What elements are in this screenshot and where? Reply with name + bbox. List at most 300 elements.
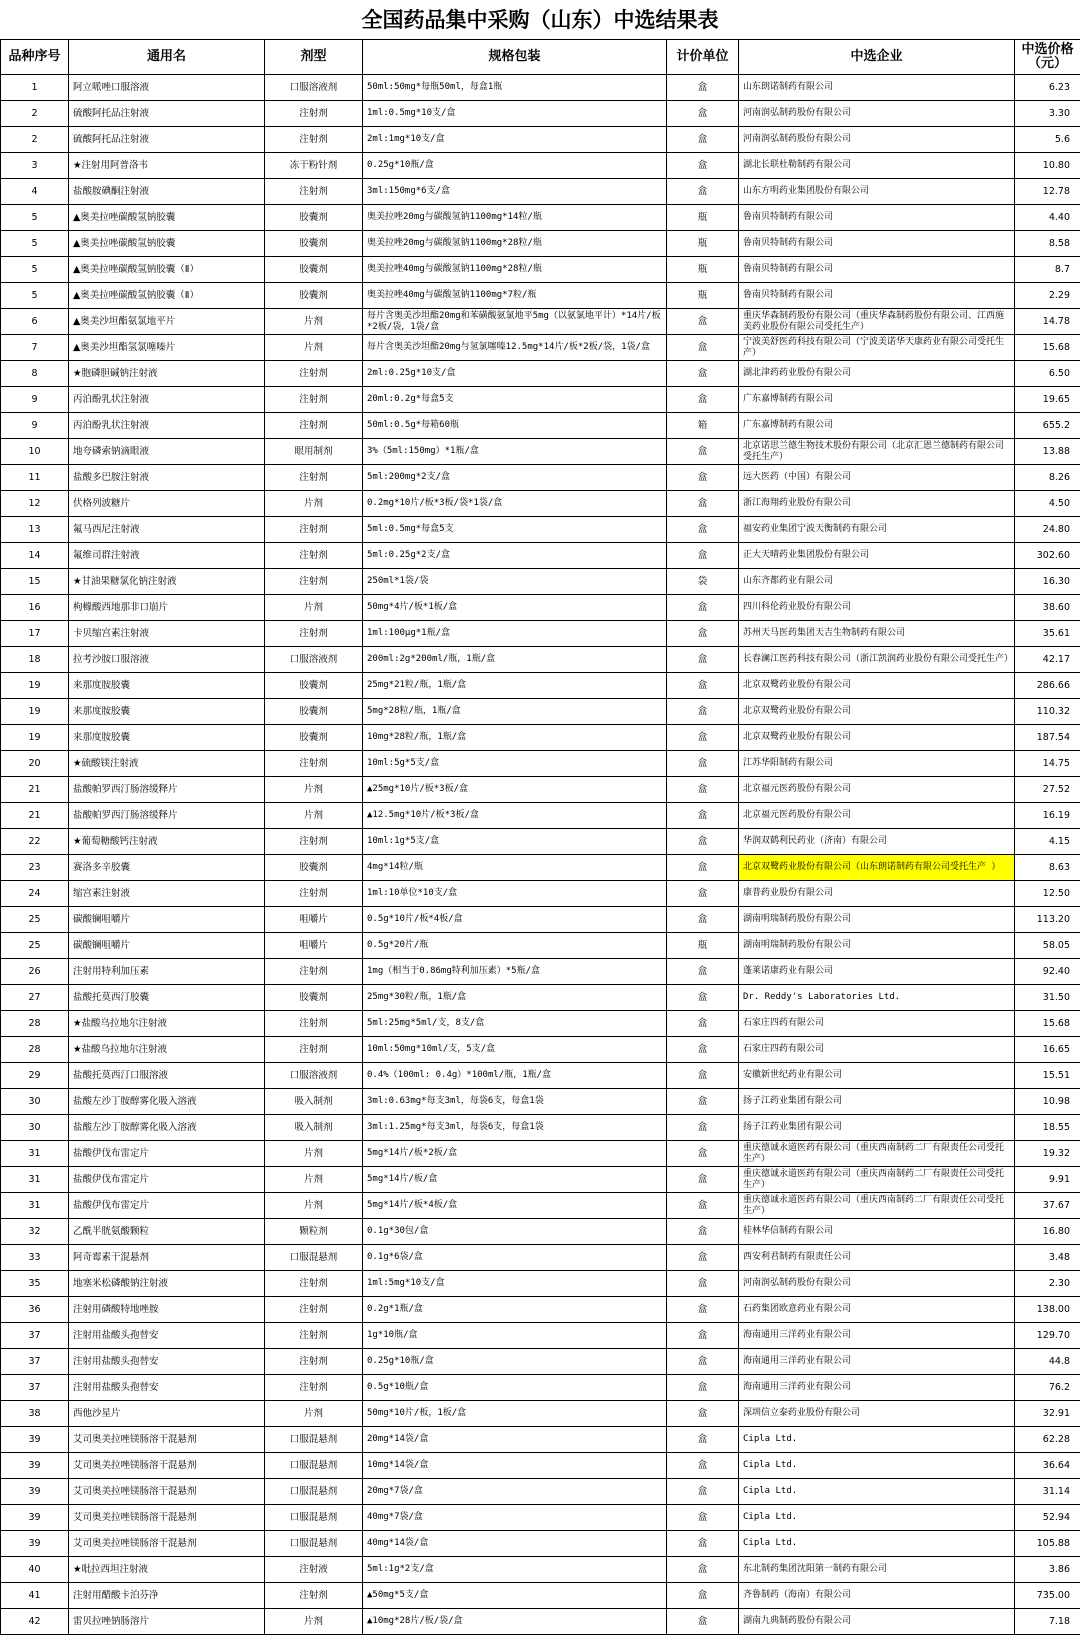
cell-price: 16.19 xyxy=(1015,803,1080,829)
cell-unit: 盒 xyxy=(667,595,739,621)
cell-price: 15.68 xyxy=(1015,335,1080,361)
table-row xyxy=(1,1219,1080,1245)
cell-spec-package: 每片含奥美沙坦酯20mg和苯磺酸氨氯地平5mg（以氨氯地平计）*14片/板*2板/袋，1袋/盒 xyxy=(363,309,667,335)
table-row xyxy=(1,127,1080,153)
cell-seq: 39 xyxy=(1,1531,69,1557)
cell-price: 92.40 xyxy=(1015,959,1080,985)
header-unit: 计价单位 xyxy=(667,40,739,75)
cell-unit: 盒 xyxy=(667,777,739,803)
cell-company: Cipla Ltd. xyxy=(739,1453,1015,1479)
cell-generic-name: 盐酸帕罗西汀肠溶缓释片 xyxy=(69,777,265,803)
cell-seq: 19 xyxy=(1,699,69,725)
cell-company: 苏州天马医药集团天吉生物制药有限公司 xyxy=(739,621,1015,647)
cell-dosage-form: 胶囊剂 xyxy=(265,283,363,309)
cell-price: 5.6 xyxy=(1015,127,1080,153)
cell-company: 西安利君制药有限责任公司 xyxy=(739,1245,1015,1271)
cell-generic-name: ★甘油果糖氯化钠注射液 xyxy=(69,569,265,595)
cell-company: 鲁南贝特制药有限公司 xyxy=(739,257,1015,283)
cell-company: 山东朗诺制药有限公司 xyxy=(739,75,1015,101)
cell-spec-package: 1ml:10单位*10支/盒 xyxy=(363,881,667,907)
cell-spec-package: ▲10mg*28片/板/袋/盒 xyxy=(363,1609,667,1635)
table-row xyxy=(1,1167,1080,1193)
cell-unit: 瓶 xyxy=(667,283,739,309)
cell-price: 4.40 xyxy=(1015,205,1080,231)
cell-dosage-form: 注射剂 xyxy=(265,413,363,439)
cell-company: 石家庄四药有限公司 xyxy=(739,1037,1015,1063)
cell-generic-name: 盐酸帕罗西汀肠溶缓释片 xyxy=(69,803,265,829)
cell-generic-name: 赛洛多辛胶囊 xyxy=(69,855,265,881)
cell-unit: 盒 xyxy=(667,621,739,647)
cell-generic-name: 来那度胺胶囊 xyxy=(69,699,265,725)
cell-unit: 盒 xyxy=(667,179,739,205)
header-spec-package: 规格包装 xyxy=(363,40,667,75)
cell-company: 海南通用三洋药业有限公司 xyxy=(739,1323,1015,1349)
cell-generic-name: 枸橼酸西地那非口崩片 xyxy=(69,595,265,621)
cell-spec-package: 1ml:0.5mg*10支/盒 xyxy=(363,101,667,127)
cell-generic-name: ★吡拉西坦注射液 xyxy=(69,1557,265,1583)
cell-price: 12.50 xyxy=(1015,881,1080,907)
cell-price: 19.32 xyxy=(1015,1141,1080,1167)
cell-company: 湖南九典制药股份有限公司 xyxy=(739,1609,1015,1635)
cell-unit: 盒 xyxy=(667,1349,739,1375)
cell-company: 长春澜江医药科技有限公司（浙江凯润药业股份有限公司受托生产） xyxy=(739,647,1015,673)
cell-spec-package: 5ml:25mg*5ml/支，8支/盒 xyxy=(363,1011,667,1037)
cell-company: 湖北津药药业股份有限公司 xyxy=(739,361,1015,387)
cell-generic-name: 盐酸托莫西汀胶囊 xyxy=(69,985,265,1011)
cell-seq: 37 xyxy=(1,1349,69,1375)
table-row xyxy=(1,725,1080,751)
cell-spec-package: 每片含奥美沙坦酯20mg与氢氯噻嗪12.5mg*14片/板*2板/袋，1袋/盒 xyxy=(363,335,667,361)
cell-company: 宁波美舒医药科技有限公司（宁波美诺华天康药业有限公司受托生产） xyxy=(739,335,1015,361)
cell-company: 北京诺思兰德生物技术股份有限公司（北京汇恩兰德制药有限公司受托生产） xyxy=(739,439,1015,465)
cell-price: 36.64 xyxy=(1015,1453,1080,1479)
cell-dosage-form: 胶囊剂 xyxy=(265,725,363,751)
cell-seq: 22 xyxy=(1,829,69,855)
cell-unit: 盒 xyxy=(667,465,739,491)
cell-generic-name: 注射用盐酸头孢替安 xyxy=(69,1323,265,1349)
cell-spec-package: 1ml:100μg*1瓶/盒 xyxy=(363,621,667,647)
cell-spec-package: 20ml:0.2g*每盒5支 xyxy=(363,387,667,413)
cell-company: 鲁南贝特制药有限公司 xyxy=(739,283,1015,309)
cell-generic-name: 阿奇霉素干混悬剂 xyxy=(69,1245,265,1271)
cell-price: 302.60 xyxy=(1015,543,1080,569)
cell-unit: 盒 xyxy=(667,673,739,699)
cell-seq: 11 xyxy=(1,465,69,491)
cell-generic-name: ▲奥美拉唑碳酸氢钠胶囊（Ⅱ） xyxy=(69,283,265,309)
cell-seq: 2 xyxy=(1,127,69,153)
cell-price: 31.14 xyxy=(1015,1479,1080,1505)
cell-spec-package: 0.25g*10瓶/盒 xyxy=(363,1349,667,1375)
cell-spec-package: 25mg*21粒/瓶，1瓶/盒 xyxy=(363,673,667,699)
table-row xyxy=(1,205,1080,231)
cell-seq: 35 xyxy=(1,1271,69,1297)
cell-generic-name: 艾司奥美拉唑镁肠溶干混悬剂 xyxy=(69,1505,265,1531)
cell-dosage-form: 片剂 xyxy=(265,777,363,803)
cell-seq: 37 xyxy=(1,1375,69,1401)
cell-dosage-form: 口服溶液剂 xyxy=(265,75,363,101)
cell-spec-package: 3ml:1.25mg*每支3ml，每袋6支，每盒1袋 xyxy=(363,1115,667,1141)
cell-unit: 盒 xyxy=(667,751,739,777)
cell-dosage-form: 片剂 xyxy=(265,1609,363,1635)
cell-seq: 28 xyxy=(1,1011,69,1037)
cell-seq: 17 xyxy=(1,621,69,647)
cell-spec-package: 5ml:0.5mg*每盒5支 xyxy=(363,517,667,543)
cell-unit: 盒 xyxy=(667,153,739,179)
cell-seq: 13 xyxy=(1,517,69,543)
table-row xyxy=(1,179,1080,205)
cell-company: 重庆华森制药股份有限公司（重庆华森制药股份有限公司、江西施美药业股份有限公司受托生产） xyxy=(739,309,1015,335)
cell-company: Cipla Ltd. xyxy=(739,1479,1015,1505)
header-company: 中选企业 xyxy=(739,40,1015,75)
table-row xyxy=(1,465,1080,491)
cell-company: 四川科伦药业股份有限公司 xyxy=(739,595,1015,621)
cell-company: 浙江海翔药业股份有限公司 xyxy=(739,491,1015,517)
header-price: 中选价格 （元） xyxy=(1015,40,1080,75)
cell-unit: 盒 xyxy=(667,881,739,907)
cell-company: 湖南明瑞制药股份有限公司 xyxy=(739,907,1015,933)
cell-price: 8.58 xyxy=(1015,231,1080,257)
cell-dosage-form: 注射剂 xyxy=(265,959,363,985)
cell-unit: 袋 xyxy=(667,569,739,595)
cell-spec-package: 5mg*14片/板*4板/盒 xyxy=(363,1193,667,1219)
cell-generic-name: ★盐酸乌拉地尔注射液 xyxy=(69,1011,265,1037)
cell-generic-name: 地夸磷索钠滴眼液 xyxy=(69,439,265,465)
cell-price: 13.88 xyxy=(1015,439,1080,465)
table-row xyxy=(1,803,1080,829)
cell-price: 110.32 xyxy=(1015,699,1080,725)
cell-price: 2.30 xyxy=(1015,1271,1080,1297)
cell-unit: 盒 xyxy=(667,101,739,127)
cell-company: 广东嘉博制药有限公司 xyxy=(739,413,1015,439)
table-row xyxy=(1,569,1080,595)
cell-generic-name: 盐酸左沙丁胺醇雾化吸入溶液 xyxy=(69,1089,265,1115)
cell-price: 8.63 xyxy=(1015,855,1080,881)
cell-spec-package: 5mg*14片/板/盒 xyxy=(363,1167,667,1193)
cell-spec-package: 3%（5ml:150mg）*1瓶/盒 xyxy=(363,439,667,465)
cell-company: 远大医药（中国）有限公司 xyxy=(739,465,1015,491)
table-row xyxy=(1,595,1080,621)
cell-unit: 盒 xyxy=(667,829,739,855)
cell-spec-package: 10ml:1g*5支/盒 xyxy=(363,829,667,855)
cell-price: 113.20 xyxy=(1015,907,1080,933)
cell-seq: 16 xyxy=(1,595,69,621)
cell-dosage-form: 胶囊剂 xyxy=(265,985,363,1011)
cell-price: 6.50 xyxy=(1015,361,1080,387)
cell-spec-package: 0.2g*1瓶/盒 xyxy=(363,1297,667,1323)
cell-unit: 盒 xyxy=(667,1323,739,1349)
cell-unit: 盒 xyxy=(667,725,739,751)
cell-spec-package: 50ml:0.5g*每箱60瓶 xyxy=(363,413,667,439)
cell-price: 138.00 xyxy=(1015,1297,1080,1323)
cell-price: 24.80 xyxy=(1015,517,1080,543)
cell-seq: 9 xyxy=(1,413,69,439)
cell-generic-name: 艾司奥美拉唑镁肠溶干混悬剂 xyxy=(69,1479,265,1505)
cell-price: 15.51 xyxy=(1015,1063,1080,1089)
cell-generic-name: 阿立哌唑口服溶液 xyxy=(69,75,265,101)
cell-company: 湖南明瑞制药股份有限公司 xyxy=(739,933,1015,959)
cell-dosage-form: 注射剂 xyxy=(265,517,363,543)
cell-generic-name: 碳酸镧咀嚼片 xyxy=(69,907,265,933)
cell-company: 北京双鹭药业股份有限公司（山东朗诺制药有限公司受托生产 ） xyxy=(739,855,1015,881)
table-row xyxy=(1,491,1080,517)
cell-unit: 盒 xyxy=(667,1609,739,1635)
cell-company: 鲁南贝特制药有限公司 xyxy=(739,231,1015,257)
cell-company: 重庆德诚永道医药有限公司（重庆西南制药二厂有限责任公司受托生产） xyxy=(739,1193,1015,1219)
cell-seq: 5 xyxy=(1,231,69,257)
table-row xyxy=(1,855,1080,881)
cell-dosage-form: 注射剂 xyxy=(265,1271,363,1297)
table-row xyxy=(1,309,1080,335)
cell-dosage-form: 注射剂 xyxy=(265,1349,363,1375)
table-row xyxy=(1,283,1080,309)
cell-spec-package: 50mg*10片/板，1板/盒 xyxy=(363,1401,667,1427)
table-row xyxy=(1,1375,1080,1401)
cell-company: 北京双鹭药业股份有限公司 xyxy=(739,673,1015,699)
cell-spec-package: 5ml:0.25g*2支/盒 xyxy=(363,543,667,569)
table-row xyxy=(1,1271,1080,1297)
cell-generic-name: 盐酸伊伐布雷定片 xyxy=(69,1193,265,1219)
table-row xyxy=(1,1037,1080,1063)
cell-spec-package: 40mg*14袋/盒 xyxy=(363,1531,667,1557)
cell-dosage-form: 片剂 xyxy=(265,1167,363,1193)
cell-company: 石药集团欧意药业有限公司 xyxy=(739,1297,1015,1323)
cell-dosage-form: 片剂 xyxy=(265,1401,363,1427)
cell-dosage-form: 口服溶液剂 xyxy=(265,1063,363,1089)
cell-spec-package: 5ml:1g*2支/盒 xyxy=(363,1557,667,1583)
cell-seq: 21 xyxy=(1,777,69,803)
cell-generic-name: 丙泊酚乳状注射液 xyxy=(69,413,265,439)
cell-spec-package: 奥美拉唑20mg与碳酸氢钠1100mg*28粒/瓶 xyxy=(363,231,667,257)
cell-unit: 瓶 xyxy=(667,231,739,257)
cell-dosage-form: 胶囊剂 xyxy=(265,231,363,257)
cell-unit: 盒 xyxy=(667,907,739,933)
cell-spec-package: 3ml:0.63mg*每支3ml，每袋6支，每盒1袋 xyxy=(363,1089,667,1115)
cell-spec-package: 0.1g*30包/盒 xyxy=(363,1219,667,1245)
cell-company: 石家庄四药有限公司 xyxy=(739,1011,1015,1037)
cell-dosage-form: 注射剂 xyxy=(265,387,363,413)
cell-price: 3.48 xyxy=(1015,1245,1080,1271)
cell-spec-package: ▲50mg*5支/盒 xyxy=(363,1583,667,1609)
cell-dosage-form: 注射剂 xyxy=(265,465,363,491)
cell-company: 深圳信立泰药业股份有限公司 xyxy=(739,1401,1015,1427)
cell-unit: 盒 xyxy=(667,309,739,335)
cell-company: 北京双鹭药业股份有限公司 xyxy=(739,699,1015,725)
cell-dosage-form: 胶囊剂 xyxy=(265,673,363,699)
cell-seq: 33 xyxy=(1,1245,69,1271)
cell-spec-package: 2ml:1mg*10支/盒 xyxy=(363,127,667,153)
cell-company: 山东方明药业集团股份有限公司 xyxy=(739,179,1015,205)
cell-unit: 盒 xyxy=(667,1271,739,1297)
cell-price: 3.30 xyxy=(1015,101,1080,127)
cell-unit: 盒 xyxy=(667,335,739,361)
cell-price: 16.65 xyxy=(1015,1037,1080,1063)
table-row xyxy=(1,153,1080,179)
table-row xyxy=(1,907,1080,933)
cell-seq: 40 xyxy=(1,1557,69,1583)
table-row xyxy=(1,673,1080,699)
cell-generic-name: 雷贝拉唑钠肠溶片 xyxy=(69,1609,265,1635)
cell-price: 2.29 xyxy=(1015,283,1080,309)
cell-seq: 39 xyxy=(1,1479,69,1505)
table-row xyxy=(1,621,1080,647)
cell-price: 42.17 xyxy=(1015,647,1080,673)
cell-company: 北京双鹭药业股份有限公司 xyxy=(739,725,1015,751)
cell-spec-package: 10mg*28粒/瓶，1瓶/盒 xyxy=(363,725,667,751)
cell-spec-package: 0.5g*10片/板*4板/盒 xyxy=(363,907,667,933)
cell-seq: 14 xyxy=(1,543,69,569)
cell-generic-name: 氟维司群注射液 xyxy=(69,543,265,569)
cell-unit: 盒 xyxy=(667,1453,739,1479)
cell-price: 10.98 xyxy=(1015,1089,1080,1115)
cell-seq: 5 xyxy=(1,283,69,309)
cell-company: 江苏华阳制药有限公司 xyxy=(739,751,1015,777)
cell-unit: 盒 xyxy=(667,1089,739,1115)
cell-seq: 2 xyxy=(1,101,69,127)
cell-seq: 6 xyxy=(1,309,69,335)
cell-seq: 3 xyxy=(1,153,69,179)
table-row xyxy=(1,647,1080,673)
cell-generic-name: 注射用盐酸头孢替安 xyxy=(69,1349,265,1375)
cell-unit: 盒 xyxy=(667,699,739,725)
cell-generic-name: 艾司奥美拉唑镁肠溶干混悬剂 xyxy=(69,1453,265,1479)
cell-company: 重庆德诚永道医药有限公司（重庆西南制药二厂有限责任公司受托生产） xyxy=(739,1141,1015,1167)
cell-generic-name: 拉考沙胺口服溶液 xyxy=(69,647,265,673)
cell-company: 扬子江药业集团有限公司 xyxy=(739,1089,1015,1115)
results-table xyxy=(0,39,1080,1635)
cell-seq: 31 xyxy=(1,1167,69,1193)
cell-seq: 30 xyxy=(1,1115,69,1141)
cell-dosage-form: 颗粒剂 xyxy=(265,1219,363,1245)
header-generic-name: 通用名 xyxy=(69,40,265,75)
cell-dosage-form: 注射剂 xyxy=(265,1375,363,1401)
table-row xyxy=(1,1193,1080,1219)
table-row xyxy=(1,881,1080,907)
cell-seq: 10 xyxy=(1,439,69,465)
cell-seq: 19 xyxy=(1,673,69,699)
cell-company: 河南润弘制药股份有限公司 xyxy=(739,101,1015,127)
cell-company: 鲁南贝特制药有限公司 xyxy=(739,205,1015,231)
cell-dosage-form: 注射剂 xyxy=(265,569,363,595)
cell-price: 52.94 xyxy=(1015,1505,1080,1531)
cell-seq: 9 xyxy=(1,387,69,413)
table-row xyxy=(1,1245,1080,1271)
table-row xyxy=(1,1011,1080,1037)
cell-company: 福安药业集团宁波天衡制药有限公司 xyxy=(739,517,1015,543)
cell-price: 7.18 xyxy=(1015,1609,1080,1635)
cell-seq: 24 xyxy=(1,881,69,907)
cell-dosage-form: 眼用制剂 xyxy=(265,439,363,465)
cell-generic-name: ★葡萄糖酸钙注射液 xyxy=(69,829,265,855)
cell-unit: 箱 xyxy=(667,413,739,439)
cell-price: 76.2 xyxy=(1015,1375,1080,1401)
cell-spec-package: 1ml:5mg*10支/盒 xyxy=(363,1271,667,1297)
cell-seq: 37 xyxy=(1,1323,69,1349)
cell-unit: 盒 xyxy=(667,127,739,153)
cell-spec-package: 20mg*14袋/盒 xyxy=(363,1427,667,1453)
cell-unit: 盒 xyxy=(667,985,739,1011)
cell-generic-name: 注射用磷酸特地唑胺 xyxy=(69,1297,265,1323)
cell-price: 8.26 xyxy=(1015,465,1080,491)
cell-dosage-form: 片剂 xyxy=(265,803,363,829)
cell-dosage-form: 注射剂 xyxy=(265,1011,363,1037)
cell-dosage-form: 片剂 xyxy=(265,335,363,361)
cell-company: 安徽新世纪药业有限公司 xyxy=(739,1063,1015,1089)
cell-seq: 4 xyxy=(1,179,69,205)
cell-unit: 盒 xyxy=(667,855,739,881)
cell-generic-name: 艾司奥美拉唑镁肠溶干混悬剂 xyxy=(69,1531,265,1557)
cell-company: 扬子江药业集团有限公司 xyxy=(739,1115,1015,1141)
cell-seq: 39 xyxy=(1,1453,69,1479)
table-row xyxy=(1,1453,1080,1479)
cell-generic-name: 来那度胺胶囊 xyxy=(69,673,265,699)
cell-unit: 盒 xyxy=(667,1193,739,1219)
cell-dosage-form: 胶囊剂 xyxy=(265,855,363,881)
cell-seq: 38 xyxy=(1,1401,69,1427)
cell-unit: 盒 xyxy=(667,491,739,517)
cell-dosage-form: 口服混悬剂 xyxy=(265,1453,363,1479)
cell-unit: 盒 xyxy=(667,75,739,101)
cell-generic-name: 盐酸伊伐布雷定片 xyxy=(69,1167,265,1193)
table-row xyxy=(1,1349,1080,1375)
cell-price: 62.28 xyxy=(1015,1427,1080,1453)
table-row xyxy=(1,1297,1080,1323)
cell-unit: 盒 xyxy=(667,959,739,985)
cell-generic-name: ▲奥美沙坦酯氢氯噻嗪片 xyxy=(69,335,265,361)
cell-company: 河南润弘制药股份有限公司 xyxy=(739,1271,1015,1297)
cell-unit: 盒 xyxy=(667,1037,739,1063)
cell-generic-name: 卡贝缩宫素注射液 xyxy=(69,621,265,647)
cell-price: 27.52 xyxy=(1015,777,1080,803)
cell-generic-name: 氟马西尼注射液 xyxy=(69,517,265,543)
cell-unit: 盒 xyxy=(667,387,739,413)
cell-generic-name: 注射用特利加压素 xyxy=(69,959,265,985)
cell-price: 31.50 xyxy=(1015,985,1080,1011)
cell-dosage-form: 口服溶液剂 xyxy=(265,647,363,673)
cell-spec-package: 250ml*1袋/袋 xyxy=(363,569,667,595)
cell-dosage-form: 冻干粉针剂 xyxy=(265,153,363,179)
cell-spec-package: 10mg*14袋/盒 xyxy=(363,1453,667,1479)
cell-spec-package: 5ml:200mg*2支/盒 xyxy=(363,465,667,491)
cell-dosage-form: 注射剂 xyxy=(265,1323,363,1349)
cell-seq: 5 xyxy=(1,205,69,231)
cell-company: 正大天晴药业集团股份有限公司 xyxy=(739,543,1015,569)
cell-seq: 19 xyxy=(1,725,69,751)
cell-spec-package: ▲25mg*10片/板*3板/盒 xyxy=(363,777,667,803)
cell-seq: 25 xyxy=(1,933,69,959)
table-row xyxy=(1,361,1080,387)
cell-seq: 30 xyxy=(1,1089,69,1115)
cell-generic-name: ▲奥美拉唑碳酸氢钠胶囊 xyxy=(69,231,265,257)
cell-price: 8.7 xyxy=(1015,257,1080,283)
cell-spec-package: 50ml:50mg*每瓶50ml，每盒1瓶 xyxy=(363,75,667,101)
table-row xyxy=(1,101,1080,127)
cell-unit: 盒 xyxy=(667,1375,739,1401)
cell-seq: 18 xyxy=(1,647,69,673)
cell-spec-package: 50mg*4片/板*1板/盒 xyxy=(363,595,667,621)
cell-dosage-form: 注射剂 xyxy=(265,829,363,855)
cell-company: Cipla Ltd. xyxy=(739,1427,1015,1453)
cell-unit: 盒 xyxy=(667,1557,739,1583)
table-row xyxy=(1,1479,1080,1505)
cell-generic-name: ★硫酸镁注射液 xyxy=(69,751,265,777)
table-row xyxy=(1,257,1080,283)
cell-price: 6.23 xyxy=(1015,75,1080,101)
table-row xyxy=(1,75,1080,101)
cell-unit: 盒 xyxy=(667,1531,739,1557)
table-header-row xyxy=(1,40,1080,75)
cell-seq: 41 xyxy=(1,1583,69,1609)
cell-unit: 盒 xyxy=(667,1167,739,1193)
